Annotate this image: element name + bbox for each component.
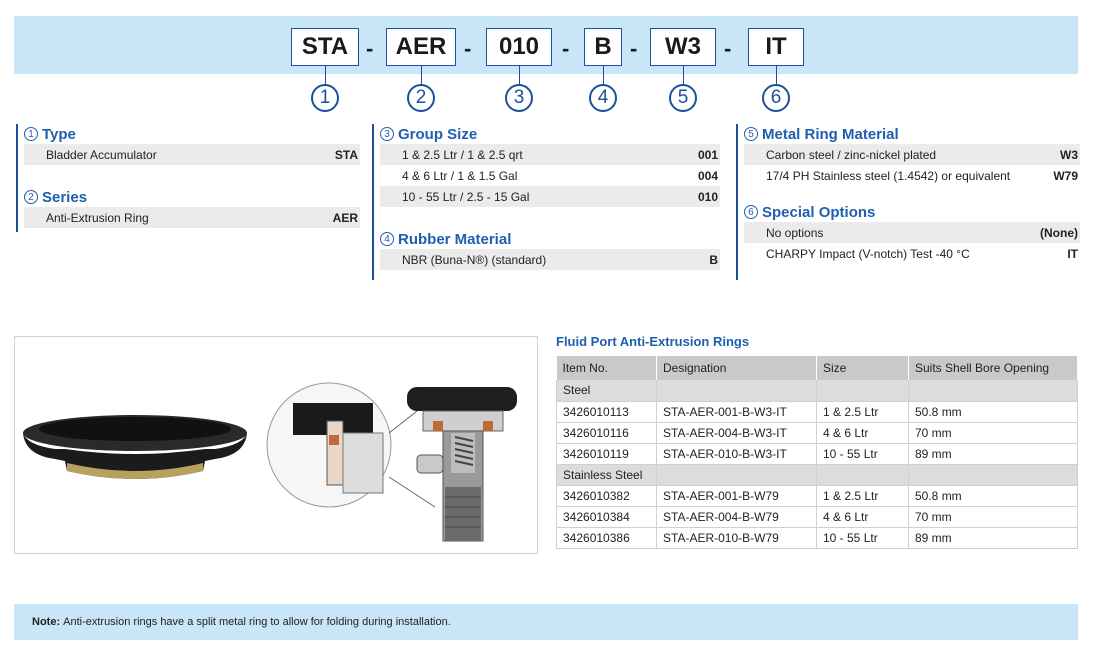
section-title-metal-ring bbox=[744, 124, 1080, 144]
section-number: 3 bbox=[380, 127, 394, 141]
section-title-text: Series bbox=[42, 188, 88, 206]
section-number: 5 bbox=[744, 127, 758, 141]
column-header: Suits Shell Bore Opening bbox=[909, 356, 1078, 380]
option-label: CHARPY Impact (V-notch) Test -40 °C bbox=[766, 246, 970, 261]
code-part-series: AER bbox=[386, 28, 456, 66]
section-title-group-size bbox=[380, 124, 720, 144]
code-part-type: STA bbox=[291, 28, 359, 66]
option-label: 17/4 PH Stainless steel (1.4542) or equivalent bbox=[766, 168, 1011, 183]
size: 10 - 55 Ltr bbox=[817, 527, 909, 548]
option-label: No options bbox=[766, 225, 824, 240]
table-row bbox=[557, 506, 1078, 527]
section-number: 6 bbox=[744, 205, 758, 219]
option-label: Bladder Accumulator bbox=[46, 147, 157, 162]
option-code: 010 bbox=[697, 189, 718, 204]
option-code: B bbox=[709, 252, 718, 267]
size: 10 - 55 Ltr bbox=[817, 443, 909, 464]
code-separator: - bbox=[724, 36, 732, 61]
bore-opening: 70 mm bbox=[909, 506, 1078, 527]
model-code-banner bbox=[14, 16, 1078, 74]
designation: STA-AER-001-B-W3-IT bbox=[657, 401, 817, 422]
option-row bbox=[24, 207, 360, 228]
option-code: (None) bbox=[1040, 225, 1078, 240]
callout-number-1: 1 bbox=[311, 84, 339, 112]
section-title-rubber bbox=[380, 229, 720, 249]
table-header-row bbox=[557, 356, 1078, 380]
group-name: Steel bbox=[557, 380, 657, 401]
designation: STA-AER-001-B-W79 bbox=[657, 485, 817, 506]
bore-opening: 50.8 mm bbox=[909, 401, 1078, 422]
code-separator: - bbox=[630, 36, 638, 61]
section-number: 2 bbox=[24, 190, 38, 204]
bore-opening: 50.8 mm bbox=[909, 485, 1078, 506]
table-row bbox=[557, 443, 1078, 464]
item-no: 3426010386 bbox=[557, 527, 657, 548]
option-code: STA bbox=[334, 147, 358, 162]
item-no: 3426010116 bbox=[557, 422, 657, 443]
table-group-row bbox=[557, 380, 1078, 401]
section-number: 1 bbox=[24, 127, 38, 141]
section-title-type bbox=[24, 124, 360, 144]
size: 4 & 6 Ltr bbox=[817, 422, 909, 443]
code-part-metal-ring: W3 bbox=[650, 28, 716, 66]
bore-opening: 89 mm bbox=[909, 527, 1078, 548]
callout-number-6: 6 bbox=[762, 84, 790, 112]
option-label: 1 & 2.5 Ltr / 1 & 2.5 qrt bbox=[402, 147, 523, 162]
callout-number-5: 5 bbox=[669, 84, 697, 112]
option-row bbox=[380, 186, 720, 207]
option-code: IT bbox=[1067, 246, 1078, 261]
table-row bbox=[557, 401, 1078, 422]
designation: STA-AER-010-B-W3-IT bbox=[657, 443, 817, 464]
note-label: Note: bbox=[32, 616, 61, 628]
column-header: Size bbox=[817, 356, 909, 380]
option-row bbox=[24, 144, 360, 165]
table-row bbox=[557, 485, 1078, 506]
item-no: 3426010384 bbox=[557, 506, 657, 527]
column-header: Item No. bbox=[557, 356, 657, 380]
option-label: 4 & 6 Ltr / 1 & 1.5 Gal bbox=[402, 168, 518, 183]
item-no: 3426010113 bbox=[557, 401, 657, 422]
option-row bbox=[744, 165, 1080, 186]
anti-extrusion-rings-table bbox=[556, 356, 1078, 549]
section-title-series bbox=[24, 187, 360, 207]
option-row bbox=[380, 165, 720, 186]
callout-number-4: 4 bbox=[589, 84, 617, 112]
table-group-row bbox=[557, 464, 1078, 485]
section-title-text: Metal Ring Material bbox=[762, 125, 899, 143]
callout-number-2: 2 bbox=[407, 84, 435, 112]
group-name: Stainless Steel bbox=[557, 464, 657, 485]
column-header: Designation bbox=[657, 356, 817, 380]
anti-extrusion-ring-illustration bbox=[15, 337, 537, 553]
code-part-special: IT bbox=[748, 28, 804, 66]
item-no: 3426010119 bbox=[557, 443, 657, 464]
option-code: W79 bbox=[1053, 168, 1078, 183]
option-label: Anti-Extrusion Ring bbox=[46, 210, 149, 225]
option-row bbox=[380, 144, 720, 165]
code-separator: - bbox=[562, 36, 570, 61]
option-row bbox=[744, 144, 1080, 165]
option-row bbox=[744, 222, 1080, 243]
option-label: Carbon steel / zinc-nickel plated bbox=[766, 147, 937, 162]
designation: STA-AER-004-B-W3-IT bbox=[657, 422, 817, 443]
code-separator: - bbox=[366, 36, 374, 61]
table-title: Fluid Port Anti-Extrusion Rings bbox=[556, 334, 750, 349]
option-code: 004 bbox=[697, 168, 718, 183]
option-label: NBR (Buna-N®) (standard) bbox=[402, 252, 547, 267]
section-title-text: Group Size bbox=[398, 125, 478, 143]
option-row bbox=[380, 249, 720, 270]
size: 1 & 2.5 Ltr bbox=[817, 401, 909, 422]
section-title-special bbox=[744, 202, 1080, 222]
table-row bbox=[557, 527, 1078, 548]
options-column-3 bbox=[736, 124, 1080, 280]
section-title-text: Special Options bbox=[762, 203, 876, 221]
section-number: 4 bbox=[380, 232, 394, 246]
section-title-text: Rubber Material bbox=[398, 230, 512, 248]
table-row bbox=[557, 422, 1078, 443]
option-row bbox=[744, 243, 1080, 264]
size: 4 & 6 Ltr bbox=[817, 506, 909, 527]
item-no: 3426010382 bbox=[557, 485, 657, 506]
code-part-rubber: B bbox=[584, 28, 622, 66]
option-code: 001 bbox=[697, 147, 718, 162]
size: 1 & 2.5 Ltr bbox=[817, 485, 909, 506]
code-separator: - bbox=[464, 36, 472, 61]
section-title-text: Type bbox=[42, 125, 76, 143]
product-illustration bbox=[14, 336, 538, 554]
bore-opening: 70 mm bbox=[909, 422, 1078, 443]
option-code: AER bbox=[332, 210, 358, 225]
bore-opening: 89 mm bbox=[909, 443, 1078, 464]
designation: STA-AER-010-B-W79 bbox=[657, 527, 817, 548]
option-code: W3 bbox=[1060, 147, 1078, 162]
note-banner bbox=[14, 604, 1078, 640]
code-part-group-size: 010 bbox=[486, 28, 552, 66]
options-column-1 bbox=[16, 124, 360, 232]
options-column-2 bbox=[372, 124, 720, 280]
designation: STA-AER-004-B-W79 bbox=[657, 506, 817, 527]
option-label: 10 - 55 Ltr / 2.5 - 15 Gal bbox=[402, 189, 530, 204]
note-text: Anti-extrusion rings have a split metal ring to allow for folding during installation. bbox=[63, 616, 451, 628]
callout-number-3: 3 bbox=[505, 84, 533, 112]
